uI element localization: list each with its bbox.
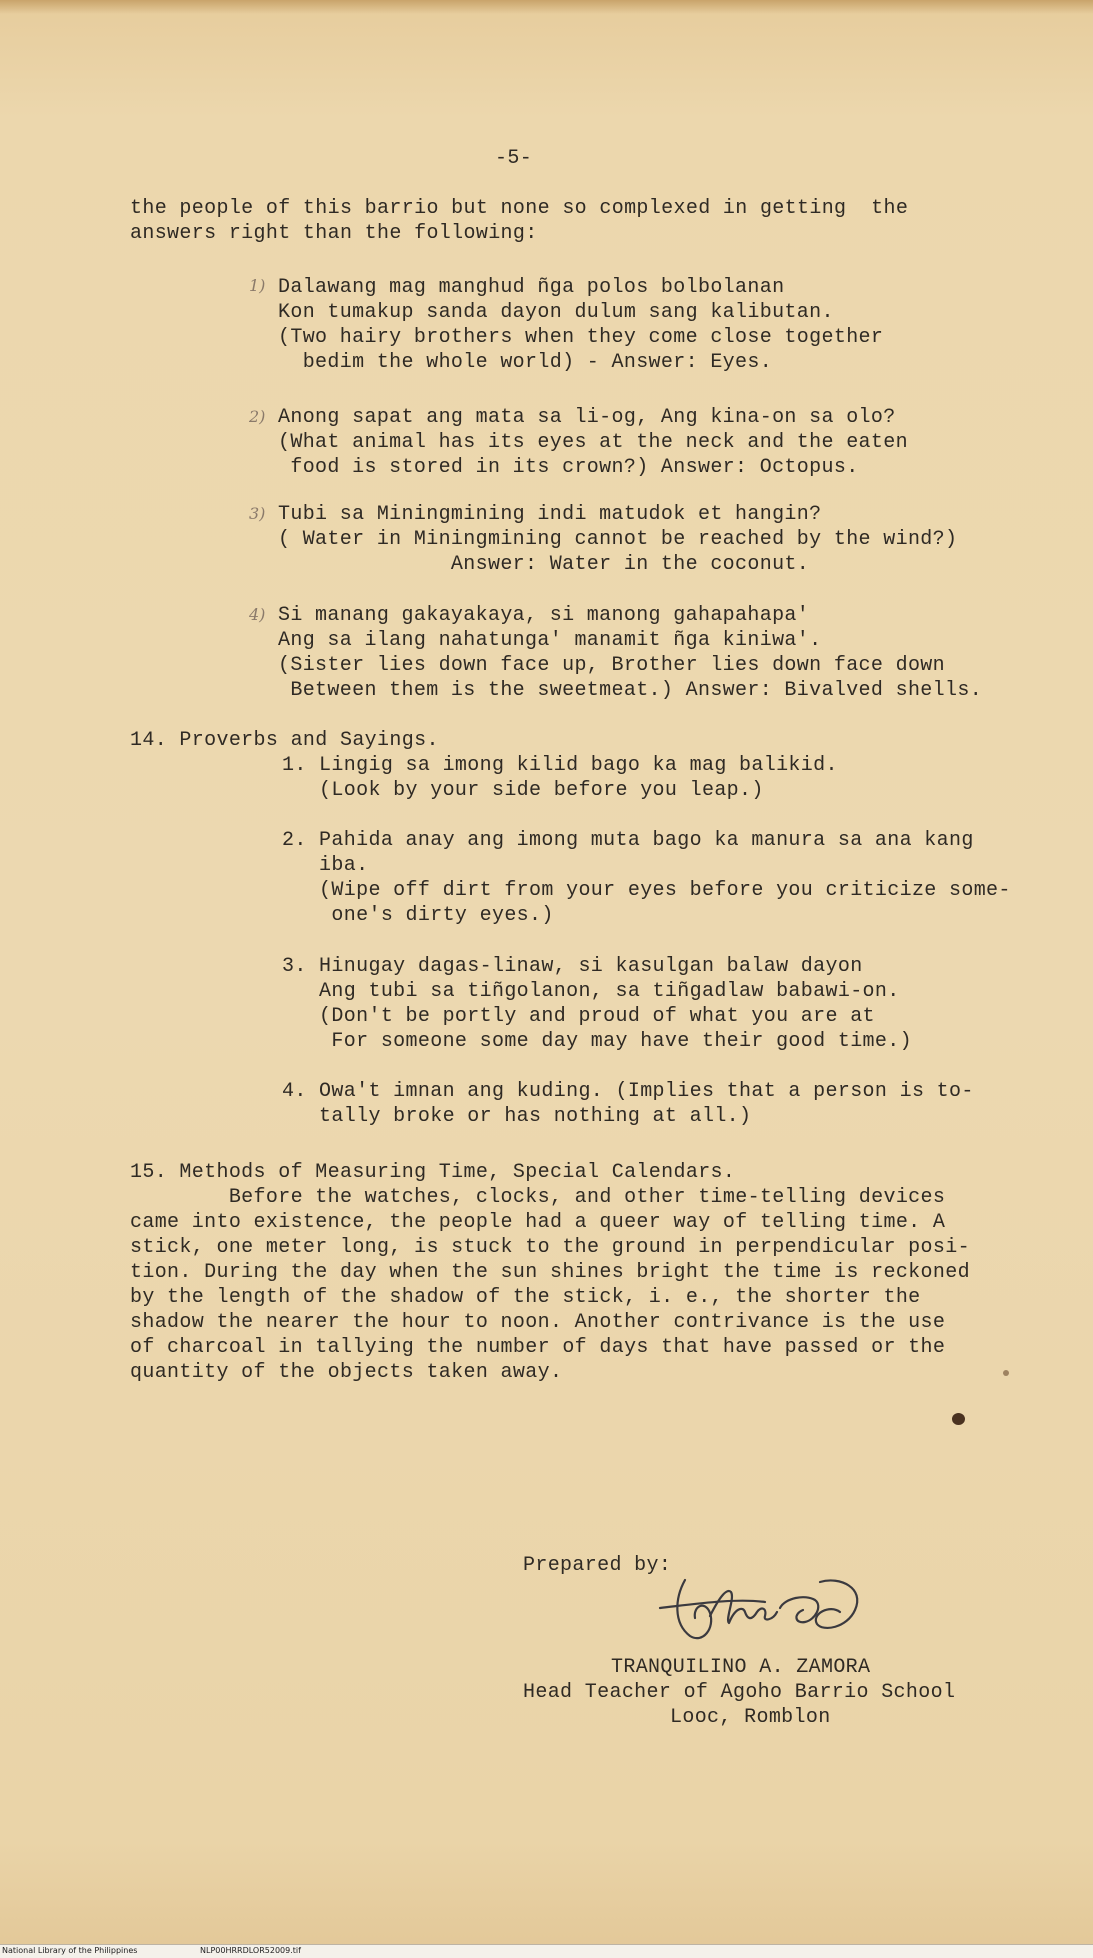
riddle-marker: 4) <box>249 605 266 624</box>
paragraph-line: Before the watches, clocks, and other time-telling devices <box>130 1186 946 1209</box>
paragraph-line: tion. During the day when the sun shines bright the time is reckoned <box>130 1261 970 1284</box>
intro-line-1: the people of this barrio but none so complexed in getting the <box>130 197 909 220</box>
footer-library: National Library of the Philippines <box>2 1946 138 1955</box>
handwritten-signature <box>655 1568 905 1648</box>
riddle-4-line: (Sister lies down face up, Brother lies down face down <box>278 654 946 677</box>
paragraph-line: stick, one meter long, is stuck to the ground in perpendicular posi- <box>130 1236 970 1259</box>
prepared-by-label: Prepared by: <box>523 1554 672 1577</box>
riddle-4-line: Between them is the sweetmeat.) Answer: Bivalved shells. <box>278 679 983 702</box>
signer-title: Head Teacher of Agoho Barrio School <box>523 1681 956 1704</box>
proverb-line: tally broke or has nothing at all.) <box>282 1105 752 1128</box>
riddle-marker: 3) <box>249 504 266 523</box>
proverb-line: one's dirty eyes.) <box>282 904 554 927</box>
riddle-4-line: Si manang gakayakaya, si manong gahapahapa' <box>278 604 810 627</box>
riddle-1-line: Kon tumakup sanda dayon dulum sang kalibutan. <box>278 301 834 324</box>
proverb-line: (Look by your side before you leap.) <box>282 779 764 802</box>
riddle-3-line: Answer: Water in the coconut. <box>278 553 810 576</box>
proverb-line: 2. Pahida anay ang imong muta bago ka manura sa ana kang <box>282 829 974 852</box>
paragraph-line: by the length of the shadow of the stick, i. e., the shorter the <box>130 1286 921 1309</box>
proverb-line: For someone some day may have their good time.) <box>282 1030 912 1053</box>
riddle-1-line: Dalawang mag manghud ñga polos bolbolanan <box>278 276 785 299</box>
section-14-heading: 14. Proverbs and Sayings. <box>130 729 439 752</box>
riddle-3-line: Tubi sa Miningmining indi matudok et hangin? <box>278 503 822 526</box>
paper-speck <box>952 1413 965 1425</box>
page-top-edge <box>0 0 1093 14</box>
proverb-line: Ang tubi sa tiñgolanon, sa tiñgadlaw babawi-on. <box>282 980 900 1003</box>
proverb-line: (Don't be portly and proud of what you are at <box>282 1005 875 1028</box>
paragraph-line: came into existence, the people had a queer way of telling time. A <box>130 1211 946 1234</box>
page-number: -5- <box>495 147 533 170</box>
intro-line-2: answers right than the following: <box>130 222 538 245</box>
riddle-2-line: food is stored in its crown?) Answer: Octopus. <box>278 456 859 479</box>
proverb-line: (Wipe off dirt from your eyes before you criticize some- <box>282 879 1011 902</box>
riddle-marker: 1) <box>249 276 266 295</box>
section-15-heading: 15. Methods of Measuring Time, Special Calendars. <box>130 1161 736 1184</box>
signer-location: Looc, Romblon <box>670 1706 831 1729</box>
riddle-2-line: Anong sapat ang mata sa li-og, Ang kina-on sa olo? <box>278 406 896 429</box>
paragraph-line: shadow the nearer the hour to noon. Another contrivance is the use <box>130 1311 946 1334</box>
proverb-line: iba. <box>282 854 369 877</box>
footer-filename: NLP00HRRDLOR52009.tif <box>200 1946 301 1955</box>
proverb-line: 4. Owa't imnan ang kuding. (Implies that a person is to- <box>282 1080 974 1103</box>
proverb-line: 3. Hinugay dagas-linaw, si kasulgan balaw dayon <box>282 955 863 978</box>
signer-name: TRANQUILINO A. ZAMORA <box>611 1656 871 1679</box>
riddle-4-line: Ang sa ilang nahatunga' manamit ñga kiniwa'. <box>278 629 822 652</box>
riddle-1-line: bedim the whole world) - Answer: Eyes. <box>278 351 773 374</box>
paragraph-line: quantity of the objects taken away. <box>130 1361 563 1384</box>
riddle-2-line: (What animal has its eyes at the neck and the eaten <box>278 431 908 454</box>
riddle-1-line: (Two hairy brothers when they come close together <box>278 326 884 349</box>
riddle-3-line: ( Water in Miningmining cannot be reached by the wind?) <box>278 528 958 551</box>
scan-footer <box>0 1944 1093 1958</box>
paper-speck <box>1003 1370 1009 1376</box>
proverb-line: 1. Lingig sa imong kilid bago ka mag balikid. <box>282 754 838 777</box>
paragraph-line: of charcoal in tallying the number of days that have passed or the <box>130 1336 946 1359</box>
riddle-marker: 2) <box>249 407 266 426</box>
